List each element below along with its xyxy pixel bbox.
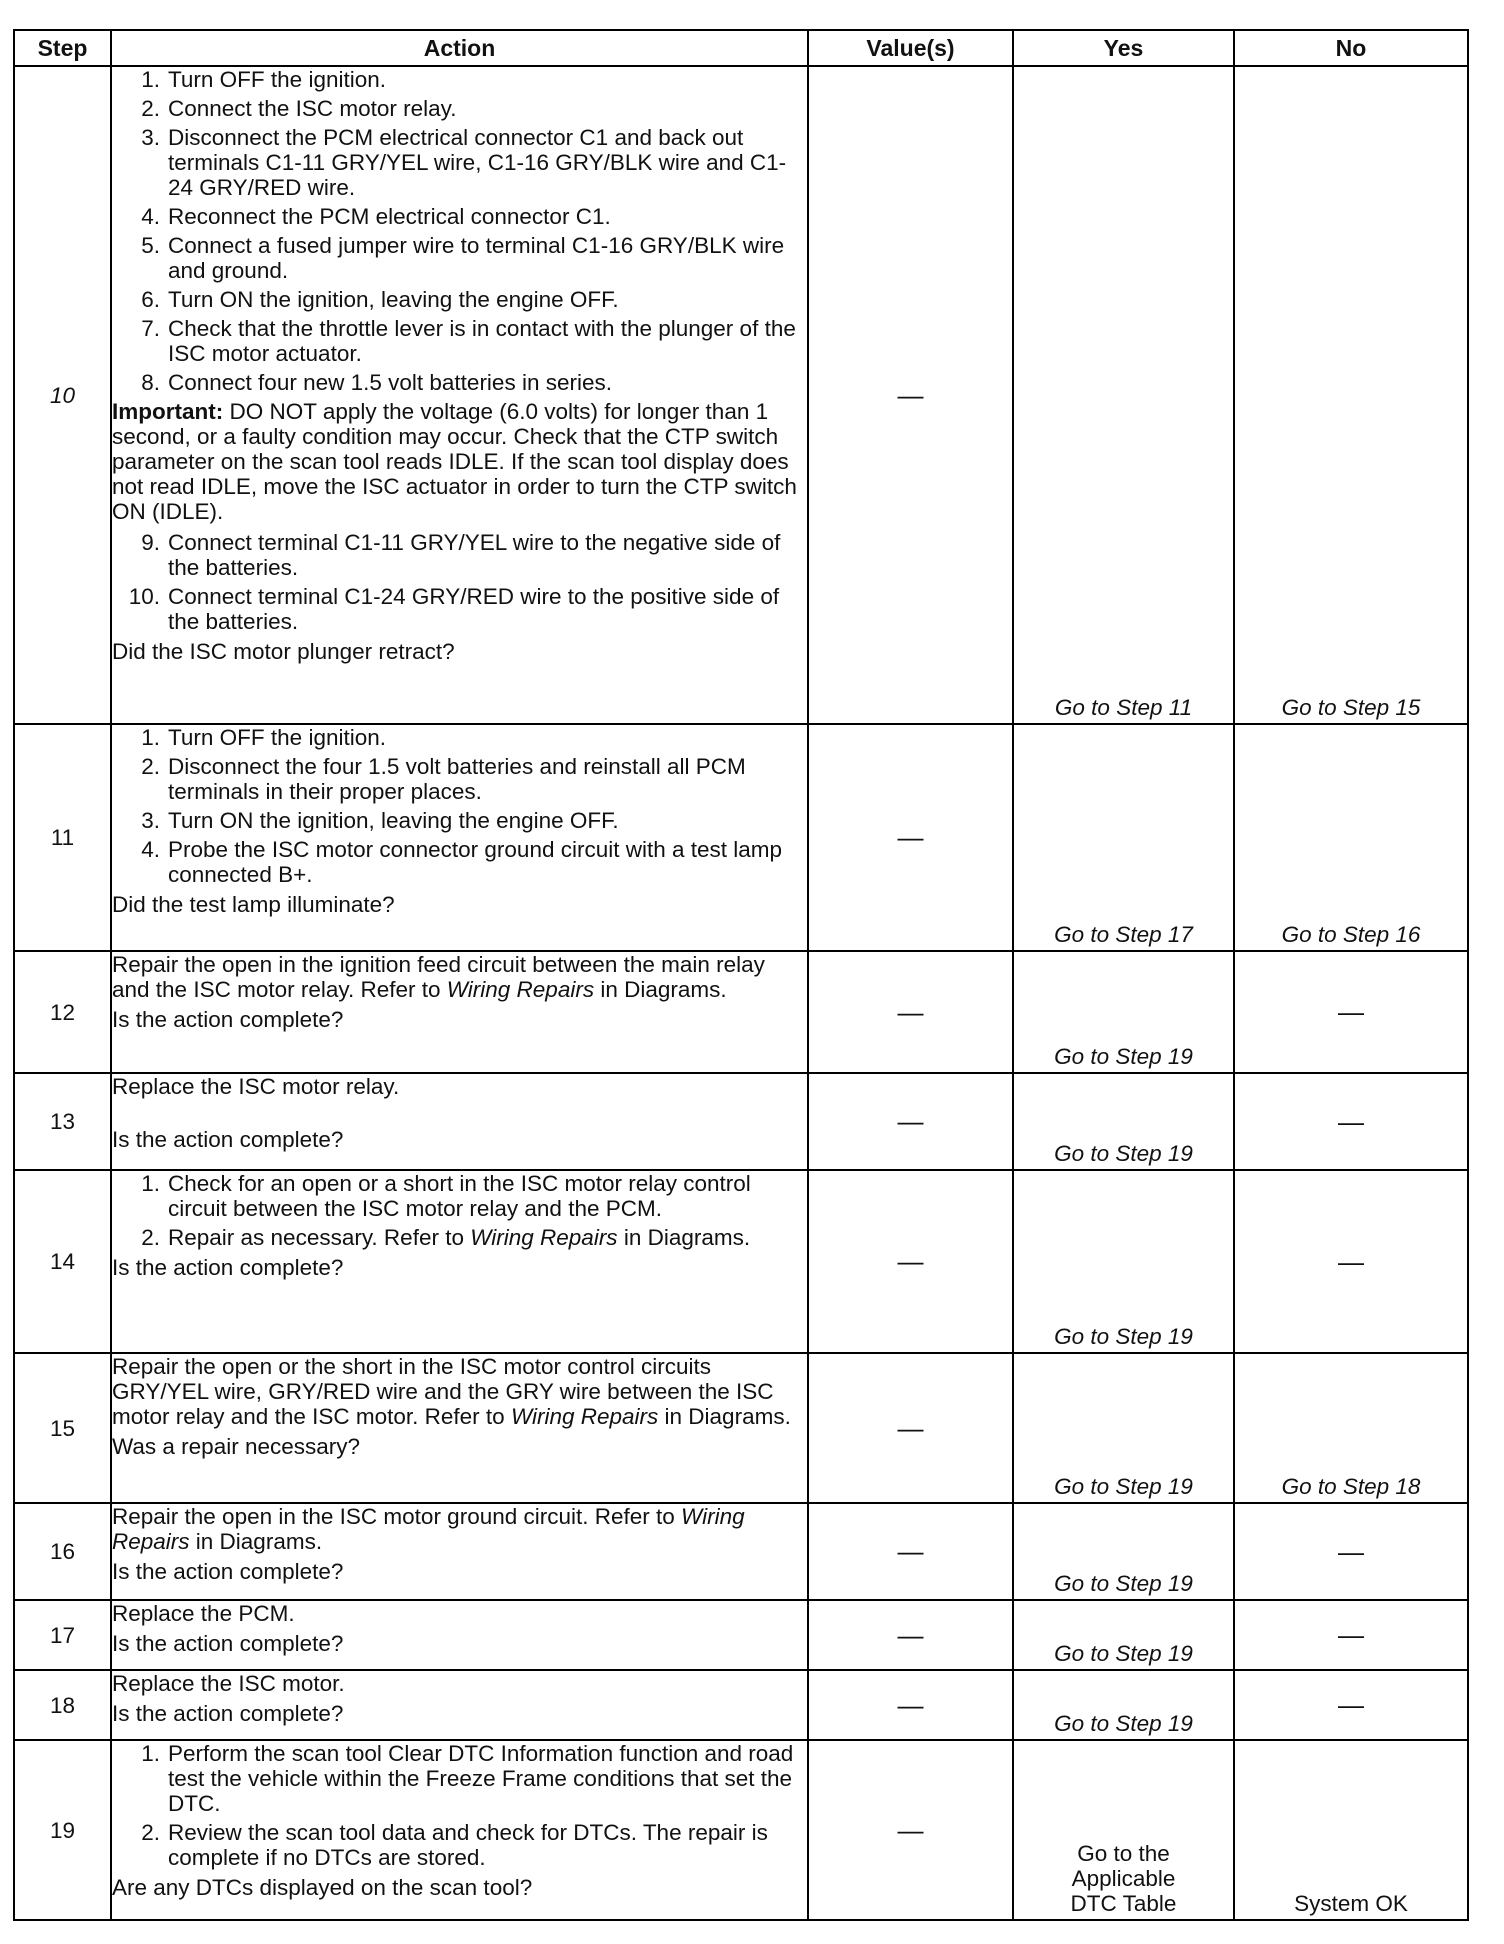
procedure-list: [112, 1171, 807, 1250]
action-text: Replace the PCM.: [112, 1601, 295, 1626]
action-cell: [111, 1170, 808, 1353]
procedure-list: [112, 1741, 807, 1870]
question: Is the action complete?: [112, 1007, 344, 1032]
table-row-step-13: [14, 1073, 1468, 1170]
list-item: 1. Turn OFF the ignition.: [141, 725, 387, 750]
table-row-step-19: [14, 1740, 1468, 1920]
value-cell: —: [808, 1740, 1013, 1920]
value-cell: —: [808, 951, 1013, 1073]
list-item: 10. Connect terminal C1-24 GRY/RED wire to the positive side of the batteries.: [128, 584, 780, 634]
header-row: [14, 30, 1468, 66]
question: Did the ISC motor plunger retract?: [112, 639, 455, 664]
value-cell: —: [808, 724, 1013, 951]
diagnostic-table: [13, 29, 1469, 1921]
header-no: No: [1234, 30, 1468, 66]
action-cell: [111, 66, 808, 724]
step-number: 11: [14, 724, 111, 951]
yes-cell: [1013, 1503, 1234, 1600]
no-link: Go to Step 16: [1281, 922, 1421, 947]
list-item: 2. Disconnect the four 1.5 volt batteries and reinstall all PCM terminals in their proper places.: [141, 754, 746, 804]
question: Is the action complete?: [112, 1127, 344, 1152]
list-item: 1. Perform the scan tool Clear DTC Information function and road test the vehicle within the Freeze Frame conditions that set the DTC.: [141, 1741, 794, 1816]
question: Is the action complete?: [112, 1255, 344, 1280]
action-cell: [111, 1740, 808, 1920]
step-number: 15: [14, 1353, 111, 1503]
step-number: 17: [14, 1600, 111, 1670]
step-number: 12: [14, 951, 111, 1073]
table-row-step-15: [14, 1353, 1468, 1503]
list-item: 2. Repair as necessary. Refer to Wiring Repairs in Diagrams.: [141, 1225, 751, 1250]
action-text: Repair the open in the ISC motor ground circuit. Refer to Wiring Repairs in Diagrams.: [112, 1504, 745, 1554]
table-row-step-11: [14, 724, 1468, 951]
yes-link: Go to Step 19: [1054, 1641, 1193, 1666]
list-item: 2. Connect the ISC motor relay.: [141, 96, 457, 121]
list-item: 5. Connect a fused jumper wire to terminal C1-16 GRY/BLK wire and ground.: [141, 233, 785, 283]
yes-cell: [1013, 1170, 1234, 1353]
no-text: System OK: [1294, 1891, 1408, 1916]
no-cell: [1234, 1600, 1468, 1670]
no-dash: —: [1338, 996, 1364, 1027]
value-cell: —: [808, 1600, 1013, 1670]
list-item: 1. Turn OFF the ignition.: [141, 67, 387, 92]
action-cell: [111, 1600, 808, 1670]
no-cell: [1234, 1073, 1468, 1170]
question: Is the action complete?: [112, 1701, 344, 1726]
no-dash: —: [1338, 1536, 1364, 1566]
value-cell: —: [808, 1503, 1013, 1600]
yes-link: Go to Step 19: [1054, 1324, 1193, 1349]
yes-link: Go to Step 17: [1054, 922, 1193, 947]
action-cell: [111, 1353, 808, 1503]
wiring-repairs-reference: Wiring Repairs: [470, 1225, 618, 1250]
procedure-list: [112, 725, 807, 887]
table-row-step-10: [14, 66, 1468, 724]
no-cell: [1234, 1353, 1468, 1503]
no-cell: [1234, 951, 1468, 1073]
value-cell: —: [808, 66, 1013, 724]
no-dash: —: [1338, 1246, 1364, 1276]
important-label: Important:: [112, 399, 224, 424]
no-cell: [1234, 724, 1468, 951]
yes-cell: [1013, 66, 1234, 724]
procedure-list: [112, 67, 807, 395]
no-link: Go to Step 15: [1281, 695, 1421, 720]
value-cell: —: [808, 1353, 1013, 1503]
no-cell: [1234, 1503, 1468, 1600]
yes-link: Go to Step 19: [1054, 1474, 1193, 1499]
no-dash: —: [1338, 1689, 1364, 1720]
question: Did the test lamp illuminate?: [112, 892, 395, 917]
yes-cell: [1013, 1670, 1234, 1740]
action-cell: [111, 1670, 808, 1740]
wiring-repairs-reference: Wiring Repairs: [112, 1504, 745, 1554]
step-number: 10: [14, 66, 111, 724]
table-row-step-12: [14, 951, 1468, 1073]
wiring-repairs-reference: Wiring Repairs: [446, 977, 595, 1002]
list-item: 4. Reconnect the PCM electrical connector C1.: [141, 204, 611, 229]
list-item: 2. Review the scan tool data and check for DTCs. The repair is complete if no DTCs are stored.: [141, 1820, 768, 1870]
action-cell: [111, 724, 808, 951]
yes-link: Go to Step 19: [1054, 1044, 1193, 1069]
list-item: 3. Turn ON the ignition, leaving the engine OFF.: [141, 808, 619, 833]
yes-cell: [1013, 724, 1234, 951]
action-text: Replace the ISC motor.: [112, 1671, 345, 1696]
yes-link: Go to Step 19: [1054, 1711, 1193, 1736]
list-item: 3. Disconnect the PCM electrical connector C1 and back out terminals C1-11 GRY/YEL wire, C1-16 GRY/BLK wire and C1-24 GRY/RED wire.: [141, 125, 787, 200]
no-dash: —: [1338, 1619, 1364, 1650]
no-cell: [1234, 1740, 1468, 1920]
list-item: 7. Check that the throttle lever is in contact with the plunger of the ISC motor actuator.: [141, 316, 796, 366]
important-note: [112, 399, 807, 524]
header-values: Value(s): [808, 30, 1013, 66]
no-cell: [1234, 1670, 1468, 1740]
no-cell: [1234, 1170, 1468, 1353]
yes-cell: [1013, 951, 1234, 1073]
yes-link: Go to Step 11: [1054, 695, 1193, 720]
action-text: Repair the open or the short in the ISC motor control circuits GRY/YEL wire, GRY/RED wire and the GRY wire between the ISC motor relay and the ISC motor. Refer to Wiring Repairs in Diagrams.: [112, 1354, 791, 1429]
table-row-step-14: [14, 1170, 1468, 1353]
header-action: Action: [111, 30, 808, 66]
step-number: 14: [14, 1170, 111, 1353]
table-row-step-18: [14, 1670, 1468, 1740]
action-cell: [111, 1503, 808, 1600]
question: Are any DTCs displayed on the scan tool?: [112, 1875, 533, 1900]
no-link: Go to Step 18: [1281, 1474, 1421, 1499]
yes-cell: [1013, 1353, 1234, 1503]
yes-text: Go to the Applicable DTC Table: [1070, 1841, 1177, 1916]
list-item: 4. Probe the ISC motor connector ground circuit with a test lamp connected B+.: [141, 837, 783, 887]
table-row-step-16: [14, 1503, 1468, 1600]
action-cell: [111, 1073, 808, 1170]
no-cell: [1234, 66, 1468, 724]
step-number: 18: [14, 1670, 111, 1740]
value-cell: —: [808, 1670, 1013, 1740]
yes-cell: [1013, 1073, 1234, 1170]
step-number: 13: [14, 1073, 111, 1170]
value-cell: —: [808, 1170, 1013, 1353]
list-item: 6. Turn ON the ignition, leaving the engine OFF.: [141, 287, 619, 312]
value-cell: —: [808, 1073, 1013, 1170]
list-item: 1. Check for an open or a short in the ISC motor relay control circuit between the ISC motor relay and the PCM.: [141, 1171, 751, 1221]
procedure-list: [112, 530, 807, 634]
table-row-step-17: [14, 1600, 1468, 1670]
header-step: Step: [14, 30, 111, 66]
yes-cell: [1013, 1740, 1234, 1920]
list-item: 8. Connect four new 1.5 volt batteries in series.: [141, 370, 612, 395]
step-number: 19: [14, 1740, 111, 1920]
wiring-repairs-reference: Wiring Repairs: [510, 1404, 659, 1429]
yes-cell: [1013, 1600, 1234, 1670]
action-text: Repair the open in the ignition feed circuit between the main relay and the ISC motor relay. Refer to Wiring Repairs in Diagrams.: [112, 952, 765, 1002]
list-item: 9. Connect terminal C1-11 GRY/YEL wire to the negative side of the batteries.: [141, 530, 781, 580]
important-text: DO NOT apply the voltage (6.0 volts) for longer than 1 second, or a faulty condition may occur. Check that the CTP switch parameter on the scan tool reads IDLE. If the scan tool display does not read IDLE, move the ISC actuator in order to turn the CTP switch ON (IDLE).: [112, 399, 797, 524]
step-number: 16: [14, 1503, 111, 1600]
action-cell: [111, 951, 808, 1073]
no-dash: —: [1338, 1106, 1364, 1136]
yes-link: Go to Step 19: [1054, 1141, 1193, 1166]
header-yes: Yes: [1013, 30, 1234, 66]
action-text: Replace the ISC motor relay.: [112, 1074, 400, 1099]
question: Is the action complete?: [112, 1559, 344, 1584]
yes-link: Go to Step 19: [1054, 1571, 1193, 1596]
question: Is the action complete?: [112, 1631, 344, 1656]
question: Was a repair necessary?: [112, 1434, 361, 1459]
